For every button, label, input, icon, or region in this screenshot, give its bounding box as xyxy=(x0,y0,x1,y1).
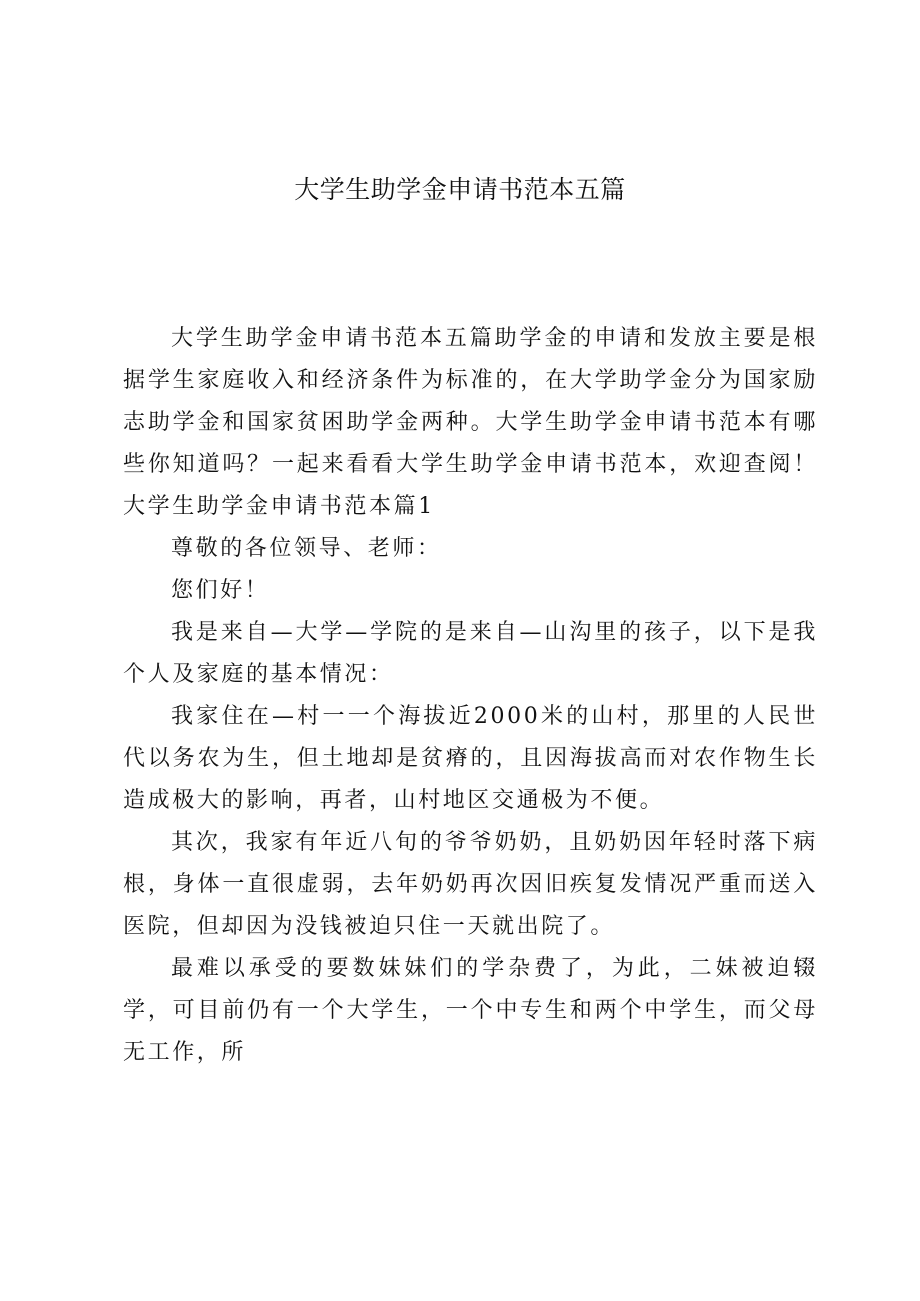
paragraph-intro: 大学生助学金申请书范本五篇助学金的申请和发放主要是根据学生家庭收入和经济条件为标准的，在大学助学金分为国家励志助学金和国家贫困助学金两种。大学生助学金申请书范本有哪些你知道吗？一起来看看大学生助学金申请书范本，欢迎查阅！大学生助学金申请书范本篇1 xyxy=(123,326,818,519)
paragraph-grandparents: 其次，我家有年近八旬的爷爷奶奶，且奶奶因年轻时落下病根，身体一直很虚弱，去年奶奶再次因旧疾复发情况严重而送入医院，但却因为没钱被迫只住一天就出院了。 xyxy=(123,830,818,939)
document-body xyxy=(123,318,818,1074)
paragraph-salutation: 尊敬的各位领导、老师： xyxy=(171,536,442,561)
paragraph-home-situation: 我家住在—村一一个海拔近2000米的山村，那里的人民世代以务农为生，但土地却是贫瘠的，且因海拔高而对农作物生长造成极大的影响，再者，山村地区交通极为不便。 xyxy=(123,704,818,813)
paragraph-greeting: 您们好！ xyxy=(171,578,270,603)
paragraph-tuition: 最难以承受的要数妹妹们的学杂费了，为此，二妹被迫辍学，可目前仍有一个大学生，一个中专生和两个中学生，而父母无工作，所 xyxy=(123,956,818,1065)
paragraph-self-introduction: 我是来自—大学—学院的是来自—山沟里的孩子，以下是我个人及家庭的基本情况： xyxy=(123,620,818,687)
document-title: 大学生助学金申请书范本五篇 xyxy=(294,175,626,204)
